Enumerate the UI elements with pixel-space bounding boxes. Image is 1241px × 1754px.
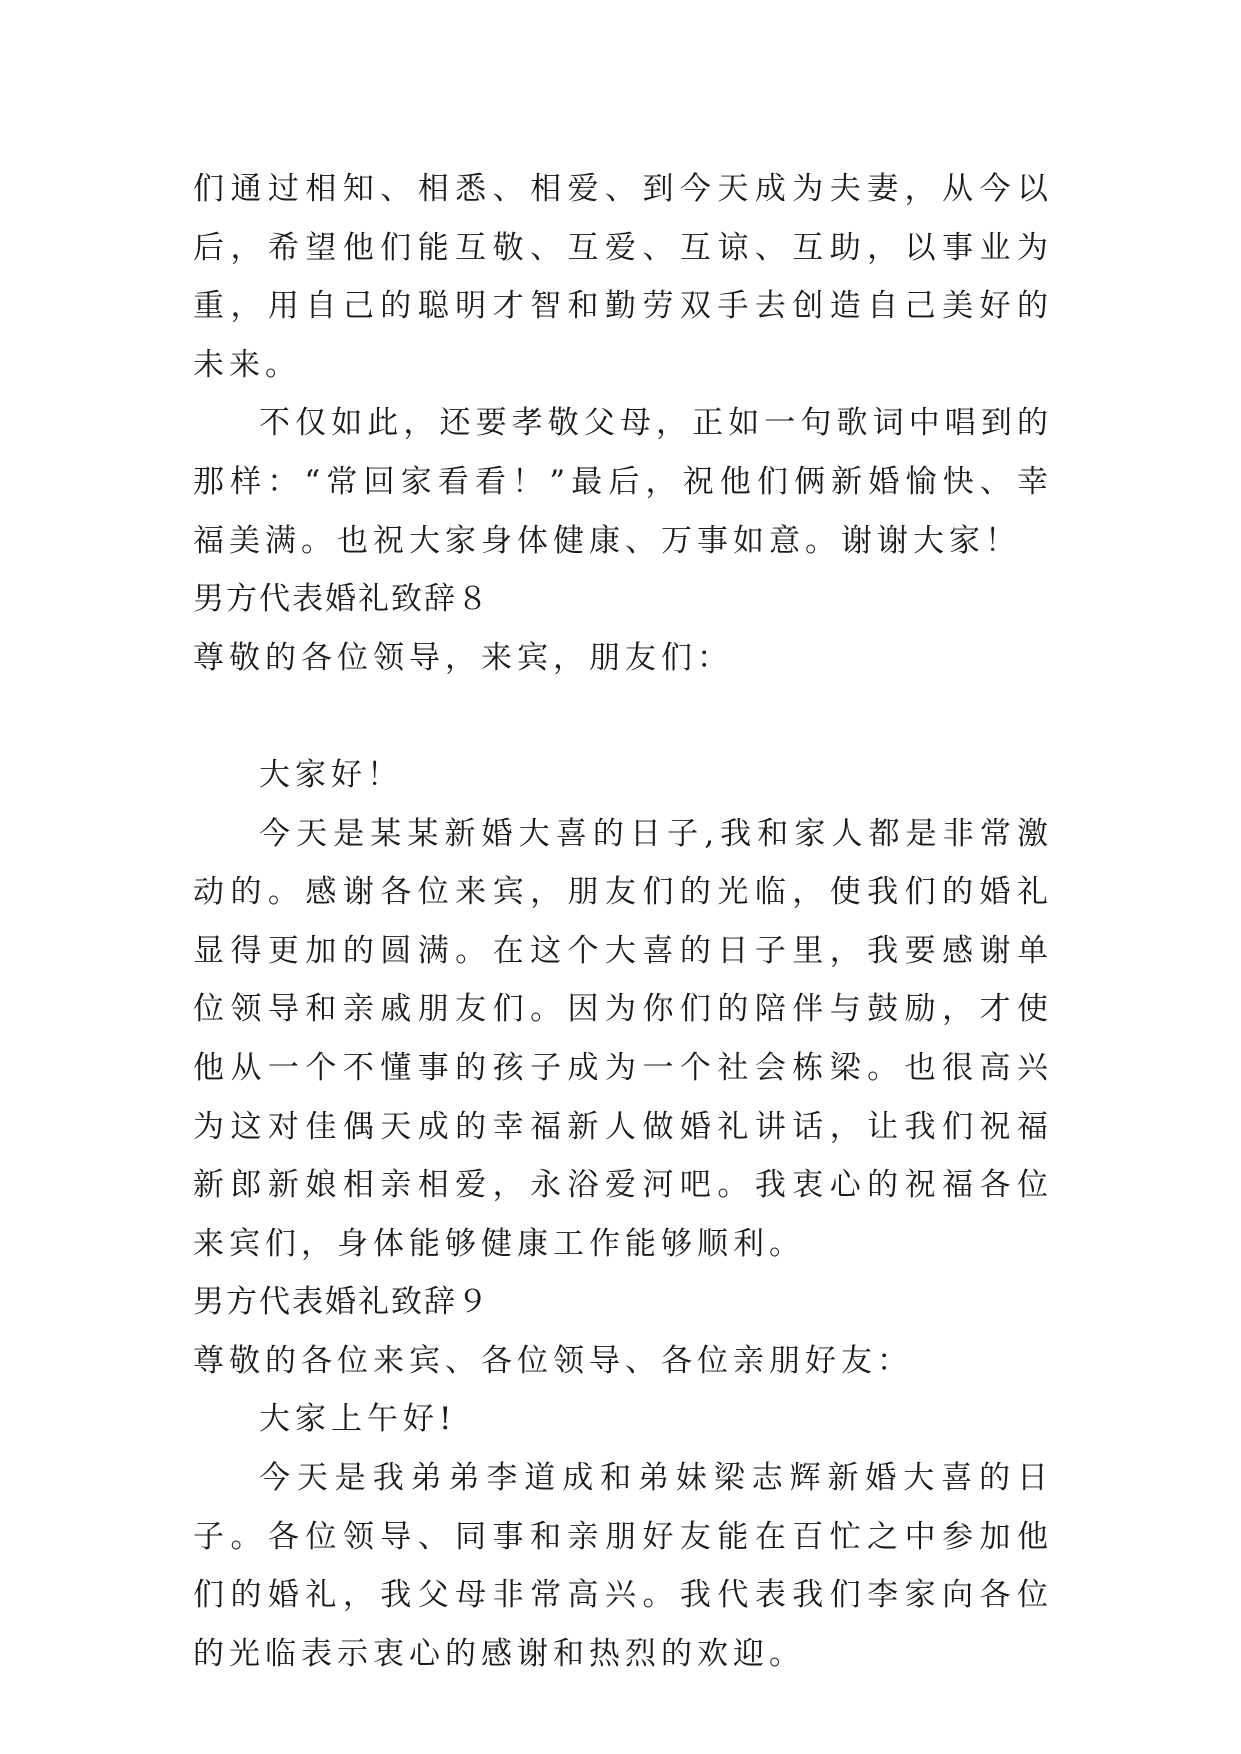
greeting-9: 大家上午好! (259, 1401, 457, 1438)
paragraph-speech-8: 今天是某某新婚大喜的日子,我和家人都是非常激动的。感谢各位来宾，朋友们的光临，使我们的婚礼显得更加的圆满。在这个大喜的日子里，我要感谢单位领导和亲戚朋友们。因为你们的陪伴与鼓励，才使他从一个不懂事的孩子成为一个社会栋梁。也很高兴为这对佳偶天成的幸福新人做婚礼讲话，让我们祝福新郎新娘相亲相爱，永浴爱河吧。我衷心的祝福各位来宾们，身体能够健康工作能够顺利。 (193, 815, 1053, 1262)
greeting-8: 大家好！ (259, 756, 403, 793)
document-body (193, 160, 1053, 1683)
section-heading-9: 男方代表婚礼致辞９ (193, 1284, 490, 1321)
blank-line (193, 687, 1053, 746)
section-heading-8: 男方代表婚礼致辞８ (193, 581, 490, 618)
paragraph-closing-wishes: 不仅如此，还要孝敬父母，正如一句歌词中唱到的那样：“常回家看看！”最后，祝他们俩新婚愉快、幸福美满。也祝大家身体健康、万事如意。谢谢大家！ (193, 405, 1053, 559)
paragraph-speech-9: 今天是我弟弟李道成和弟妹梁志辉新婚大喜的日子。各位领导、同事和亲朋好友能在百忙之中参加他们的婚礼，我父母非常高兴。我代表我们李家向各位的光临表示衷心的感谢和热烈的欢迎。 (193, 1460, 1053, 1672)
salutation-8: 尊敬的各位领导，来宾，朋友们： (193, 639, 733, 676)
salutation-9: 尊敬的各位来宾、各位领导、各位亲朋好友： (193, 1342, 913, 1379)
paragraph-continuation: 们通过相知、相悉、相爱、到今天成为夫妻，从今以后，希望他们能互敬、互爱、互谅、互助，以事业为重，用自己的聪明才智和勤劳双手去创造自己美好的未来。 (193, 171, 1053, 383)
